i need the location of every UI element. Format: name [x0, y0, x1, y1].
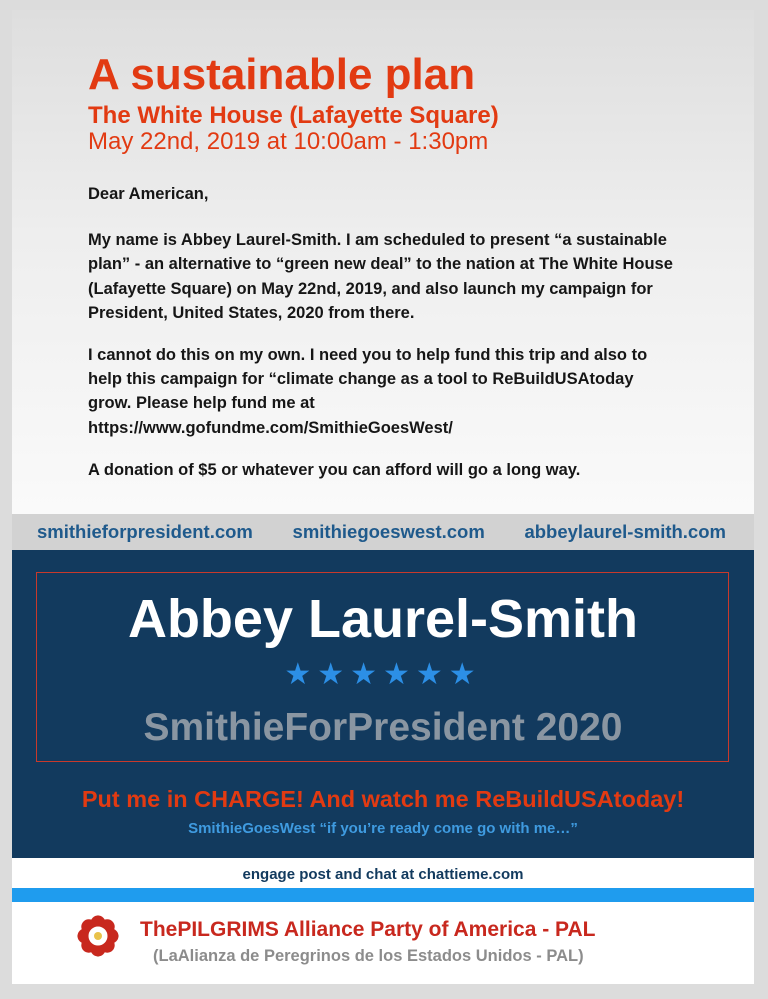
campaign-tagline: SmithieGoesWest “if you’re ready come go with me…” — [188, 820, 578, 837]
party-name-spanish: (LaAlianza de Peregrinos de los Estados Unidos - PAL) — [153, 947, 584, 965]
charge-headline: Put me in CHARGE! And watch me ReBuildUSAtoday! — [81, 786, 685, 812]
tudor-rose-icon — [76, 914, 120, 958]
event-venue: The White House (Lafayette Square) — [88, 102, 499, 129]
website-links-bar — [12, 514, 754, 550]
letter-paragraph-intro: My name is Abbey Laurel-Smith. I am scheduled to present “a sustainable plan” - an alternative to “green new deal” to the nation at The White House (Lafayette Square) on May 22nd, 2019, and also launch my campaign for President, United States, 2020 from there. — [88, 231, 673, 322]
campaign-slogan: SmithieForPresident 2020 — [143, 706, 623, 749]
letter-greeting: Dear American, — [88, 185, 209, 203]
divider-bar — [12, 888, 754, 902]
letter-body — [88, 182, 678, 500]
engage-line: engage post and chat at chattieme.com — [242, 866, 524, 883]
link-abbeylaurel-smith[interactable]: abbeylaurel-smith.com — [524, 521, 726, 542]
page-title: A sustainable plan — [88, 50, 476, 99]
flyer-page — [12, 10, 754, 984]
party-name: ThePILGRIMS Alliance Party of America - PAL — [140, 918, 596, 941]
letter-paragraph-funding: I cannot do this on my own. I need you to help fund this trip and also to help this campaign for “climate change as a tool to ReBuildUSAtoday grow. Please help fund me at https://www.gofundme.com/SmithieGoesWest/ — [88, 346, 648, 437]
link-smithieforpresident[interactable]: smithieforpresident.com — [37, 521, 253, 542]
link-smithiegoeswest[interactable]: smithiegoeswest.com — [292, 521, 485, 542]
candidate-name: Abbey Laurel-Smith — [127, 589, 639, 649]
letter-section — [12, 10, 754, 514]
campaign-banner — [12, 550, 754, 858]
event-date: May 22nd, 2019 at 10:00am - 1:30pm — [88, 128, 489, 155]
letter-paragraph-donation: A donation of $5 or whatever you can afford will go a long way. — [88, 460, 581, 479]
stars-row-icon: ★★★★★★ — [284, 658, 482, 691]
